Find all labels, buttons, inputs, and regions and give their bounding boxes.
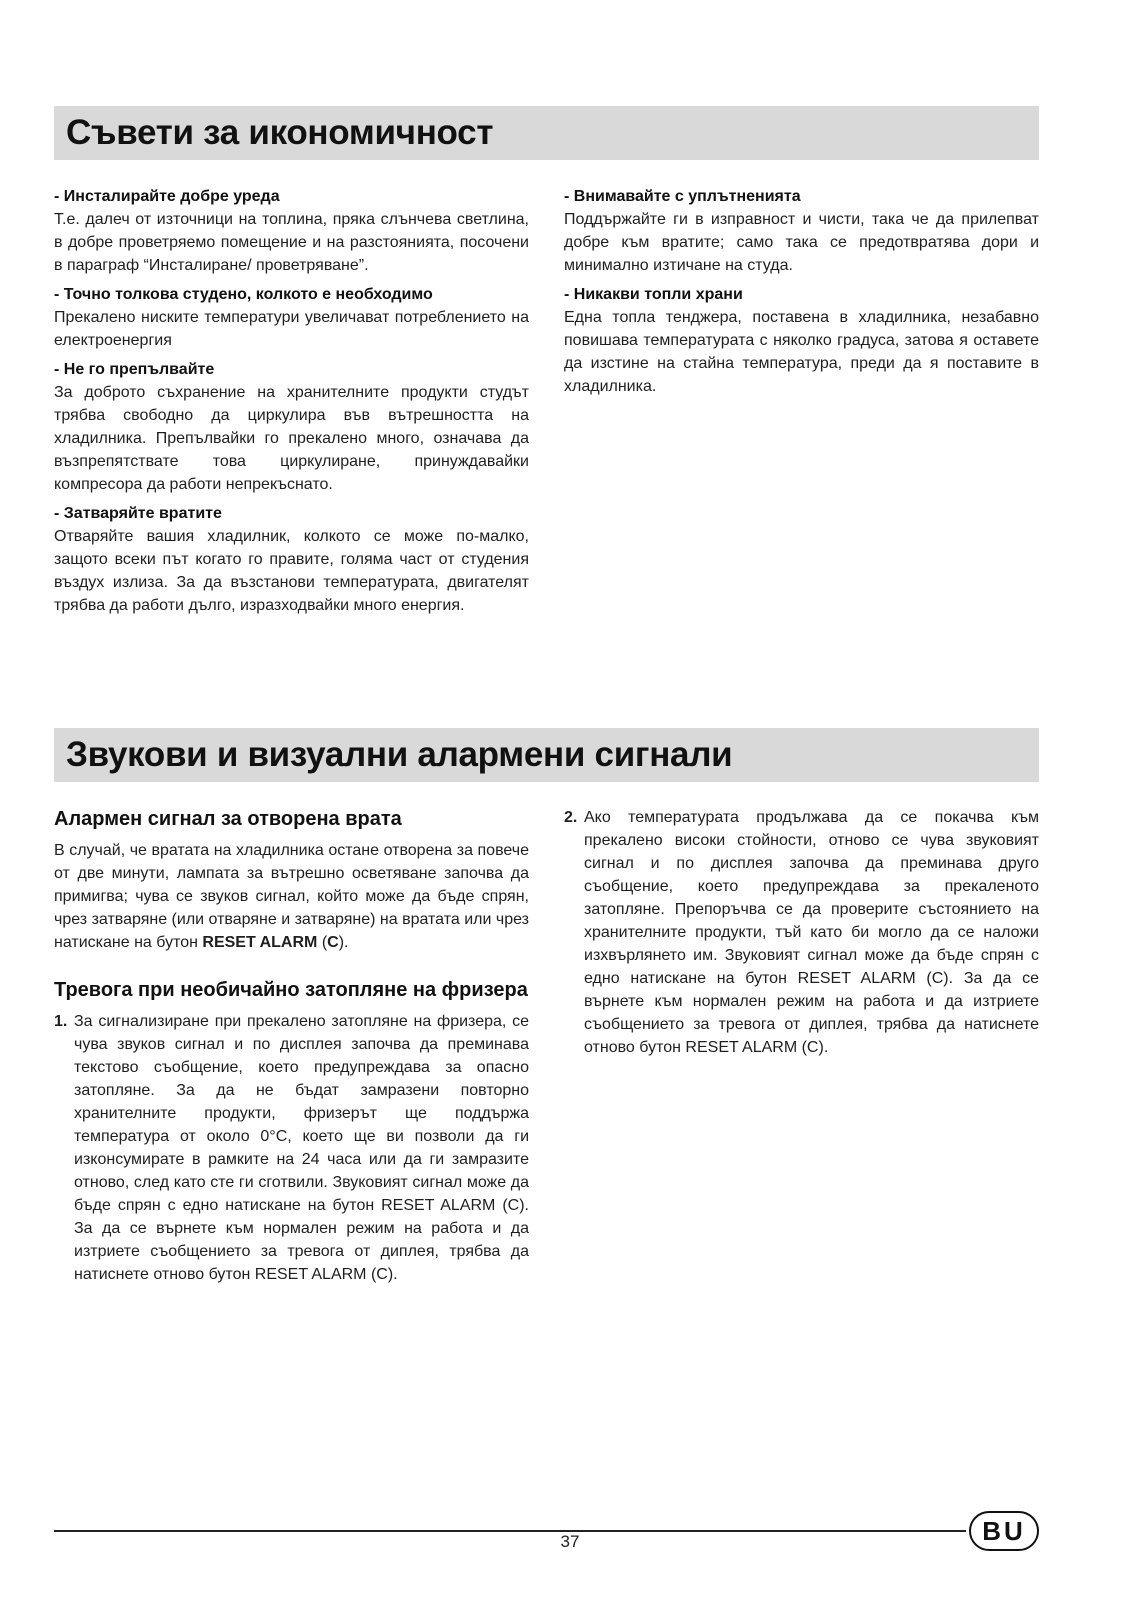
item-text: За сигнализиране при прекалено затопляне на фризера, се чува звуков сигнал и по дисплея започва да преминава текстово съобщение, което предупреждава за опасно затопляне. За да не бъдат замразени повторно хранителните продукти, фризерът ще поддържа температура от около 0°C, което ще ви позволи да ги изконсумирате в рамките на 24 часа или да ги замразите отново, след като сте ги сготвили. Звуковият сигнал може да бъде спрян с едно натискане на бутон RESET ALARM (C). За да се върнете към нормален режим на работа и да изтриете съобщението за тревога от диплея, трябва да натиснете отново бутон RESET ALARM (C). <box>74 1013 529 1283</box>
tip-heading: - Инсталирайте добре уреда <box>54 188 280 205</box>
paren-close: ). <box>338 934 349 951</box>
freezer-alarm-item-1 <box>54 1010 529 1286</box>
section-header-alarms <box>54 728 1039 782</box>
tip-text: Отваряйте вашия хладилник, колкото се може по-малко, защото всеки път когато го правите, голяма част от студения въздух излиза. За да възстанови температурата, двигателят трябва да работи дълго, изразходвайки много енергия. <box>54 528 529 614</box>
tip-heading: - Не го препълвайте <box>54 361 215 378</box>
item-text: Ако температурата продължава да се покачва към прекалено високи стойности, отново се чува звуковият сигнал и по дисплея започва да преминава друго съобщение, което предупреждава за прекаленото затопляне. Препоръчва се да проверите състоянието на хранителните продукти, тъй като би могло да се наложи изхвърлянето им. Звуковият сигнал може да бъде спрян с едно натискане на бутон RESET ALARM (C). За да се върнете към нормален режим на работа и да изтриете съобщението за тревога от диплея, трябва да натиснете отново бутон RESET ALARM (C). <box>584 809 1039 1056</box>
reset-alarm-label: RESET ALARM <box>202 934 318 951</box>
economy-tips-left-column <box>54 186 529 624</box>
door-alarm-body: В случай, че вратата на хладилника остане отворена за повече от две минути, лампата за вътрешно осветяване започва да примигва; чува се звуков сигнал, който може да бъде спрян, чрез затваряне (или отваряне и затваряне) на вратата или чрез натискане на бутон <box>54 842 529 951</box>
door-alarm-heading: Алармен сигнал за отворена врата <box>54 808 402 830</box>
paren-open: ( <box>321 934 328 951</box>
button-key-c: C <box>327 934 339 951</box>
tip-seals <box>564 186 1039 277</box>
tip-hot-food <box>564 284 1039 398</box>
language-badge: BU <box>969 1511 1039 1551</box>
tip-close-doors <box>54 503 529 617</box>
tip-heading: - Никакви топли храни <box>564 286 743 303</box>
tip-text: Т.е. далеч от източници на топлина, пряка слънчева светлина, в добре проветряемо помещение и на разстоянията, посочени в параграф “Инсталиране/ проветряване”. <box>54 211 529 274</box>
tip-text: Прекалено ниските температури увеличават потреблението на електроенергия <box>54 309 529 349</box>
alarms-right-column <box>564 806 1039 1059</box>
page-number: 37 <box>560 1532 580 1551</box>
tip-text: Една топла тенджера, поставена в хладилника, незабавно повишава температурата с няколко градуса, затова я оставете да изстине на стайна температура, преди да я поставите в хладилника. <box>564 309 1039 395</box>
tip-text: Поддържайте ги в изправност и чисти, така че да прилепват добре към вратите; само така се предотвратява дори и минимално изтичане на студа. <box>564 211 1039 274</box>
item-number: 2. <box>564 809 578 826</box>
tip-temperature <box>54 284 529 352</box>
section-header-economy <box>54 106 1039 160</box>
section-title: Съвети за икономичност <box>66 113 494 152</box>
tip-heading: - Внимавайте с уплътненията <box>564 188 801 205</box>
freezer-alarm-heading: Тревога при необичайно затопляне на фризера <box>54 979 528 1001</box>
item-number: 1. <box>54 1013 68 1030</box>
tip-overfill <box>54 359 529 496</box>
section-title: Звукови и визуални алармени сигнали <box>66 735 733 774</box>
tip-heading: - Точно толкова студено, колкото е необходимо <box>54 286 433 303</box>
tip-install <box>54 186 529 277</box>
tip-heading: - Затваряйте вратите <box>54 505 222 522</box>
alarms-left-column <box>54 805 529 1286</box>
footer-divider <box>54 1530 966 1532</box>
tip-text: За доброто съхранение на хранителните продукти студът трябва свободно да циркулира във вътрешността на хладилника. Препълвайки го прекалено много, означава да възпрепятствате това циркулиране, принуждавайки компресора да работи непрекъснато. <box>54 384 529 493</box>
economy-tips-right-column <box>564 186 1039 405</box>
door-alarm-text <box>54 839 529 954</box>
freezer-alarm-item-2 <box>564 806 1039 1059</box>
